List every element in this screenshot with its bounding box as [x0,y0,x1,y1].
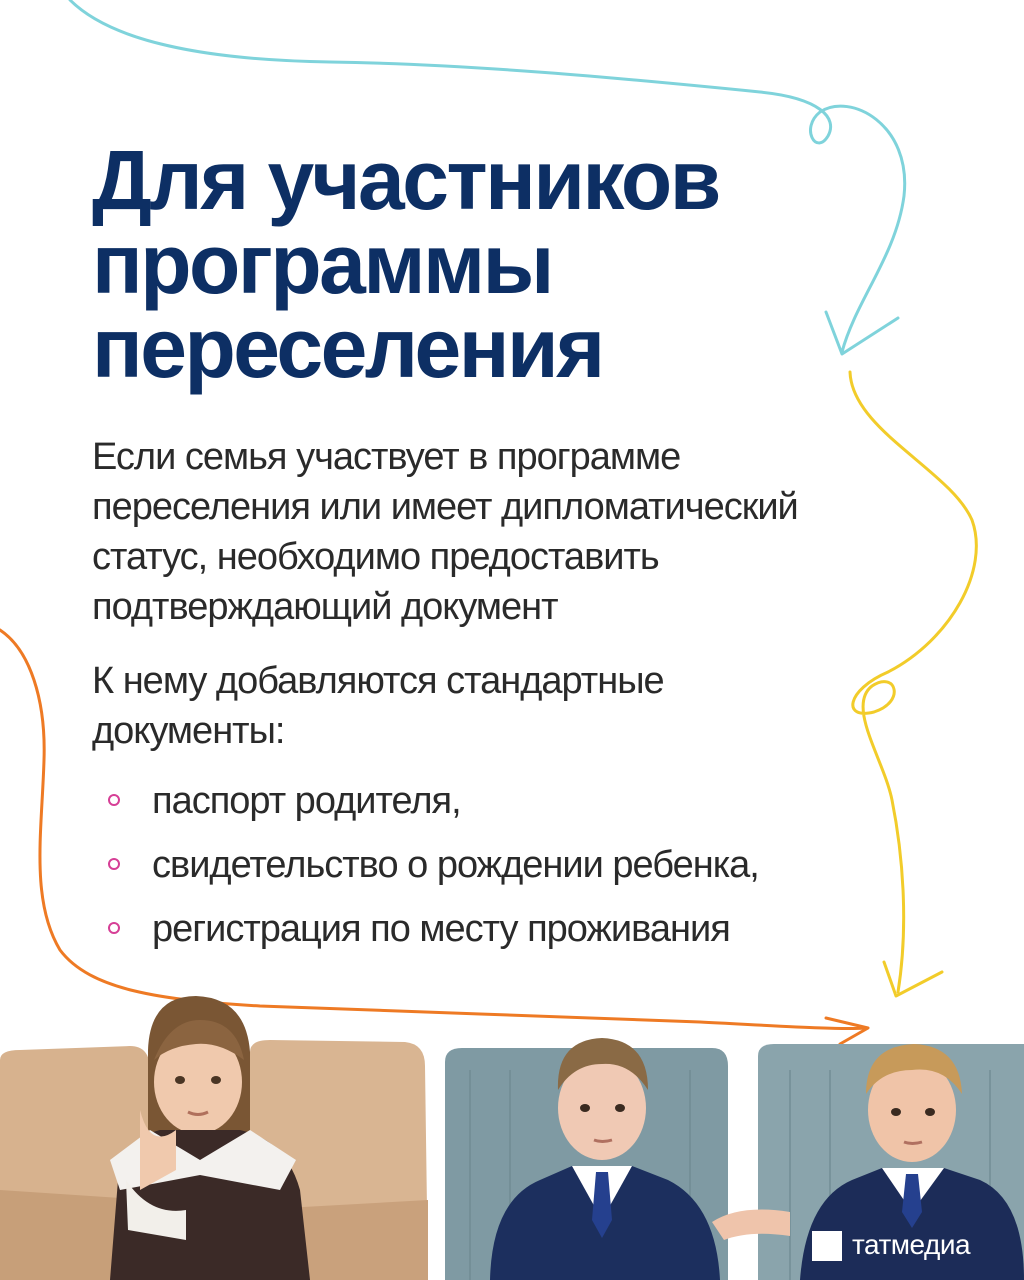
paragraph-line: переселения или имеет дипломатический [92,486,798,528]
paragraph-line: подтверждающий документ [92,586,558,628]
brand-name: татмедиа [852,1229,971,1260]
yellow-squiggle [850,372,976,992]
title-line: программы [92,217,552,311]
bullet-icon [108,922,120,934]
list-item-text: свидетельство о рождении ребенка, [152,844,759,886]
title-line: переселения [92,301,603,395]
intro-paragraph [92,432,798,632]
documents-paragraph [92,656,664,756]
page-title [92,133,719,395]
list-item-text: паспорт родителя, [152,780,461,822]
paragraph-line: статус, необходимо предоставить [92,536,659,578]
logo-square-icon [812,1231,842,1261]
paragraph-line: Если семья участвует в программе [92,436,681,478]
title-line: Для участников [92,133,719,227]
list-item-text: регистрация по месту проживания [152,908,730,950]
cyan-arrowhead [826,312,898,354]
bullet-icon [108,794,120,806]
paragraph-line: К нему добавляются стандартные [92,660,664,702]
paragraph-line: документы: [92,710,285,752]
bullet-icon [108,858,120,870]
